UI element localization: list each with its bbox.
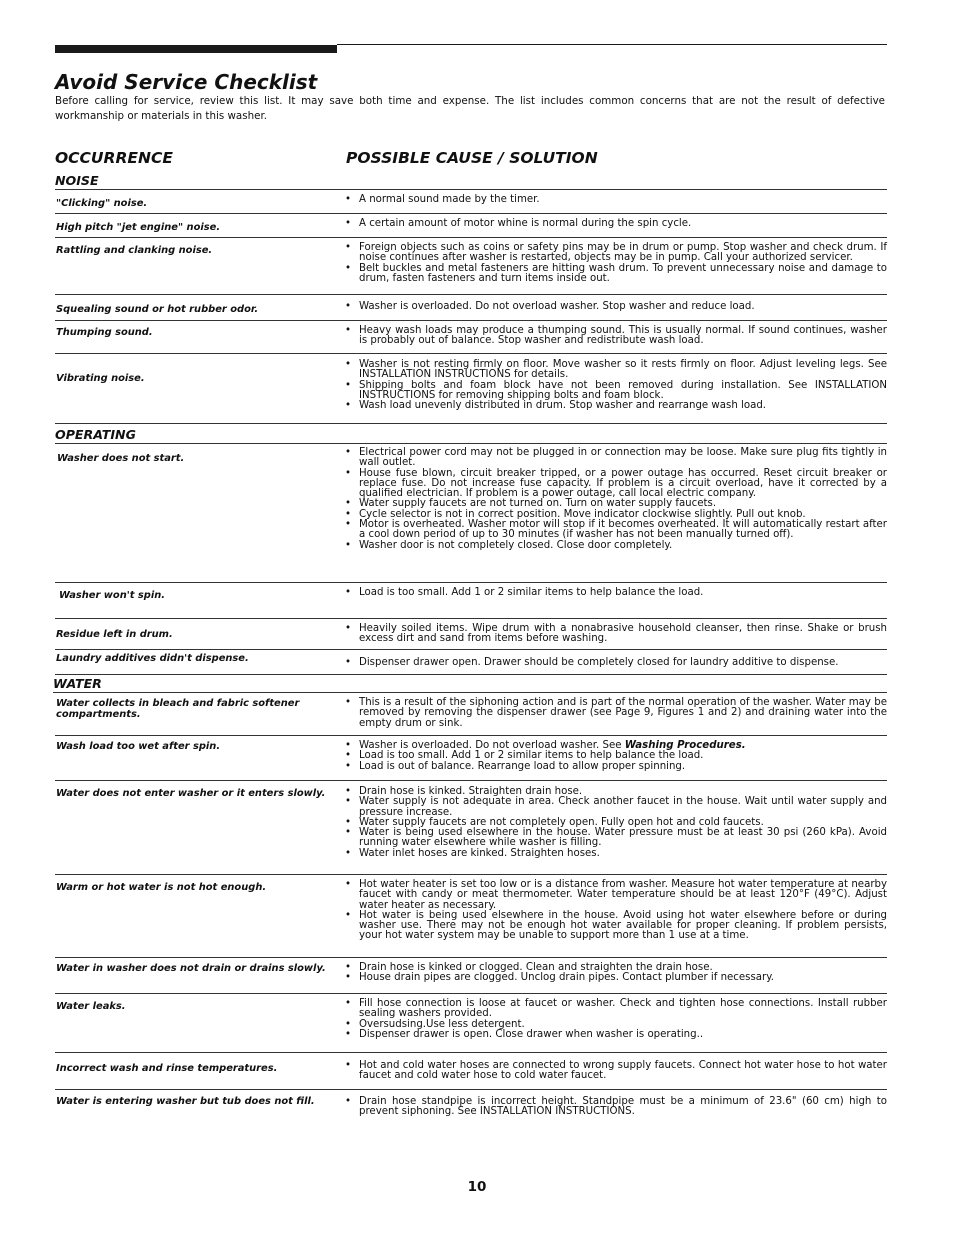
cause-list xyxy=(340,295,887,320)
occurrence-label: Incorrect wash and rinse temperatures. xyxy=(56,1063,278,1074)
intro-text: Before calling for service, review this list. It may save both time and expense. The list includes common concerns that are not the result of defective workmanship or materials in this washer. xyxy=(55,95,885,122)
cause-item: • Foreign objects such as coins or safety pins may be in drum or pump. Stop washer and check drum. If noise continues after washer is restarted, objects may be in pump. Call your authorized servicer. xyxy=(344,243,887,264)
cause-list xyxy=(340,650,887,674)
cause-list xyxy=(340,214,887,237)
cause-item: • Cycle selector is not in correct position. Move indicator clockwise slightly. Pull out knob. xyxy=(344,510,887,520)
table-row xyxy=(55,583,887,619)
cause-text: Washer is overloaded. Do not overload washer. See xyxy=(359,740,622,751)
washing-procedures-reference: Washing Procedures. xyxy=(624,740,746,751)
occurrence-label: Warm or hot water is not hot enough. xyxy=(56,882,267,893)
occurrence-label: Washer won't spin. xyxy=(59,590,166,601)
occurrence-label: Water in washer does not drain or drains slowly. xyxy=(56,963,326,974)
cause-item: • This is a result of the siphoning action and is part of the normal operation of the washer. Water may be removed by removing the dispenser drawer (see Page 9, Figures 1 and 2) and draining water into the empty drum or sink. xyxy=(344,698,887,729)
cause-list xyxy=(340,958,887,993)
checklist-table xyxy=(55,170,887,1130)
cause-item: • Load is out of balance. Rearrange load to allow proper spinning. xyxy=(344,762,887,772)
section-heading-noise: NOISE xyxy=(55,170,887,190)
header-rule-thick xyxy=(55,45,337,53)
cause-item: • Motor is overheated. Washer motor will stop if it becomes overheated. It will automatically restart after a cool down period of up to 30 minutes (if washer has not been manually turned off). xyxy=(344,520,887,541)
cause-item: • Water inlet hoses are kinked. Straighten hoses. xyxy=(344,849,887,859)
cause-item: • Belt buckles and metal fasteners are hitting wash drum. To prevent unnecessary noise and damage to drum, fasten fasteners and turn items inside out. xyxy=(344,264,887,285)
section-heading-operating: OPERATING xyxy=(55,424,887,444)
cause-item: • Heavy wash loads may produce a thumping sound. This is usually normal. If sound continues, washer is probably out of balance. Stop washer and redistribute wash load. xyxy=(344,326,887,347)
occurrence-label: Laundry additives didn't dispense. xyxy=(56,653,249,664)
table-row xyxy=(55,781,887,875)
cause-item: • Drain hose is kinked or clogged. Clean and straighten the drain hose. xyxy=(344,963,887,973)
cause-item: • Hot and cold water hoses are connected to wrong supply faucets. Connect hot water hose to hot water faucet and cold water hose to cold water faucet. xyxy=(344,1061,887,1082)
table-row xyxy=(55,875,887,958)
cause-list xyxy=(340,781,887,874)
cause-list xyxy=(340,238,887,294)
cause-item: • Shipping bolts and foam block have not been removed during installation. See INSTALLATION INSTRUCTIONS for removing shipping bolts and foam block. xyxy=(344,381,887,402)
page-number: 10 xyxy=(467,1179,487,1195)
cause-list xyxy=(340,693,887,735)
cause-item: • Dispenser drawer open. Drawer should be completely closed for laundry additive to dispense. xyxy=(344,658,887,668)
table-row xyxy=(55,214,887,238)
cause-item: • Drain hose standpipe is incorrect height. Standpipe must be a minimum of 23.6" (60 cm) high to prevent siphoning. See INSTALLATION INSTRUCTIONS. xyxy=(344,1097,887,1118)
cause-item: • Water supply faucets are not turned on. Turn on water supply faucets. xyxy=(344,499,887,509)
cause-item: • House fuse blown, circuit breaker tripped, or a power outage has occurred. Reset circuit breaker or replace fuse. Do not increase fuse capacity. If problem is a circuit overload, have it corrected by a qualified electrician. If problem is a power outage, call local electric company. xyxy=(344,469,887,500)
occurrence-label: Water leaks. xyxy=(56,1001,126,1012)
table-row xyxy=(55,444,887,583)
table-row xyxy=(55,693,887,736)
occurrence-label: Rattling and clanking noise. xyxy=(56,245,213,256)
cause-item: • Heavily soiled items. Wipe drum with a nonabrasive household cleanser, then rinse. Shake or brush excess dirt and sand from items before washing. xyxy=(344,624,887,645)
cause-list xyxy=(340,994,887,1052)
cause-item: • Electrical power cord may not be plugged in or connection may be loose. Make sure plug fits tightly in wall outlet. xyxy=(344,448,887,469)
table-row xyxy=(55,1090,887,1130)
occurrence-label: Washer does not start. xyxy=(57,453,185,464)
cause-list xyxy=(340,875,887,957)
occurrence-column-heading: OCCURRENCE xyxy=(55,149,173,167)
table-row xyxy=(55,619,887,650)
table-row xyxy=(55,736,887,781)
cause-item: • Washer is not resting firmly on floor. Move washer so it rests firmly on floor. Adjust leveling legs. See INSTALLATION INSTRUCTIONS for details. xyxy=(344,360,887,381)
cause-list xyxy=(340,190,887,213)
cause-item: • Load is too small. Add 1 or 2 similar items to help balance the load. xyxy=(344,588,887,598)
table-row xyxy=(55,238,887,295)
cause-list xyxy=(340,354,887,423)
cause-item: • Water is being used elsewhere in the house. Water pressure must be at least 30 psi (260 kPa). Avoid running water elsewhere while washer is filling. xyxy=(344,828,887,849)
header-rule-thin xyxy=(337,44,887,45)
cause-item: • A normal sound made by the timer. xyxy=(344,195,887,205)
cause-item: • Hot water is being used elsewhere in the house. Avoid using hot water elsewhere before or during washer use. There may not be enough hot water available for proper cleaning. If problem persists, your hot water system may be unable to support more than 1 use at a time. xyxy=(344,911,887,942)
cause-item: • Fill hose connection is loose at faucet or washer. Check and tighten hose connections. Install rubber sealing washers provided. xyxy=(344,999,887,1020)
cause-list xyxy=(340,444,887,582)
occurrence-label: Water collects in bleach and fabric softener compartments. xyxy=(56,698,300,720)
occurrence-label: Water does not enter washer or it enters slowly. xyxy=(56,788,326,799)
table-row xyxy=(55,295,887,321)
occurrence-label: "Clicking" noise. xyxy=(56,198,148,209)
cause-item: • Hot water heater is set too low or is a distance from washer. Measure hot water temperature at nearby faucet with candy or meat thermometer. Water temperature should be at least 120°F (49°C). Adjust water heater as necessary. xyxy=(344,880,887,911)
occurrence-label: Residue left in drum. xyxy=(56,629,173,640)
cause-item: • House drain pipes are clogged. Unclog drain pipes. Contact plumber if necessary. xyxy=(344,973,887,983)
table-row xyxy=(55,958,887,994)
cause-list xyxy=(340,1053,887,1089)
table-row xyxy=(55,1053,887,1090)
cause-item: • Water supply faucets are not completely open. Fully open hot and cold faucets. xyxy=(344,818,887,828)
cause-list xyxy=(340,619,887,649)
cause-item: • Load is too small. Add 1 or 2 similar items to help balance the load. xyxy=(344,751,887,761)
page-title: Avoid Service Checklist xyxy=(55,70,318,94)
table-row xyxy=(55,650,887,675)
occurrence-label: Thumping sound. xyxy=(56,327,153,338)
table-row xyxy=(55,190,887,214)
occurrence-label: Wash load too wet after spin. xyxy=(56,741,221,752)
table-row xyxy=(55,354,887,424)
cause-item: • Washer door is not completely closed. Close door completely. xyxy=(344,541,887,551)
table-row xyxy=(55,994,887,1053)
occurrence-label: Water is entering washer but tub does not fill. xyxy=(56,1096,315,1107)
cause-item: • A certain amount of motor whine is normal during the spin cycle. xyxy=(344,219,887,229)
section-heading-water: WATER xyxy=(53,675,887,693)
cause-list xyxy=(340,1090,887,1130)
cause-list xyxy=(340,583,887,618)
occurrence-label: High pitch "jet engine" noise. xyxy=(56,222,221,233)
cause-list xyxy=(340,736,887,780)
cause-item: • Drain hose is kinked. Straighten drain hose. xyxy=(344,787,887,797)
cause-item: • Oversudsing.Use less detergent. xyxy=(344,1020,887,1030)
cause-item: • Washer is overloaded. Do not overload washer. Stop washer and reduce load. xyxy=(344,302,887,312)
cause-list xyxy=(340,321,887,353)
cause-item: • Dispenser drawer is open. Close drawer when washer is operating.. xyxy=(344,1030,887,1040)
solution-column-heading: POSSIBLE CAUSE / SOLUTION xyxy=(346,149,598,167)
occurrence-label: Squealing sound or hot rubber odor. xyxy=(56,304,259,315)
occurrence-label: Vibrating noise. xyxy=(56,373,145,384)
table-row xyxy=(55,321,887,354)
cause-item: • Water supply is not adequate in area. Check another faucet in the house. Wait until water supply and pressure increase. xyxy=(344,797,887,818)
cause-item: • Wash load unevenly distributed in drum. Stop washer and rearrange wash load. xyxy=(344,401,887,411)
